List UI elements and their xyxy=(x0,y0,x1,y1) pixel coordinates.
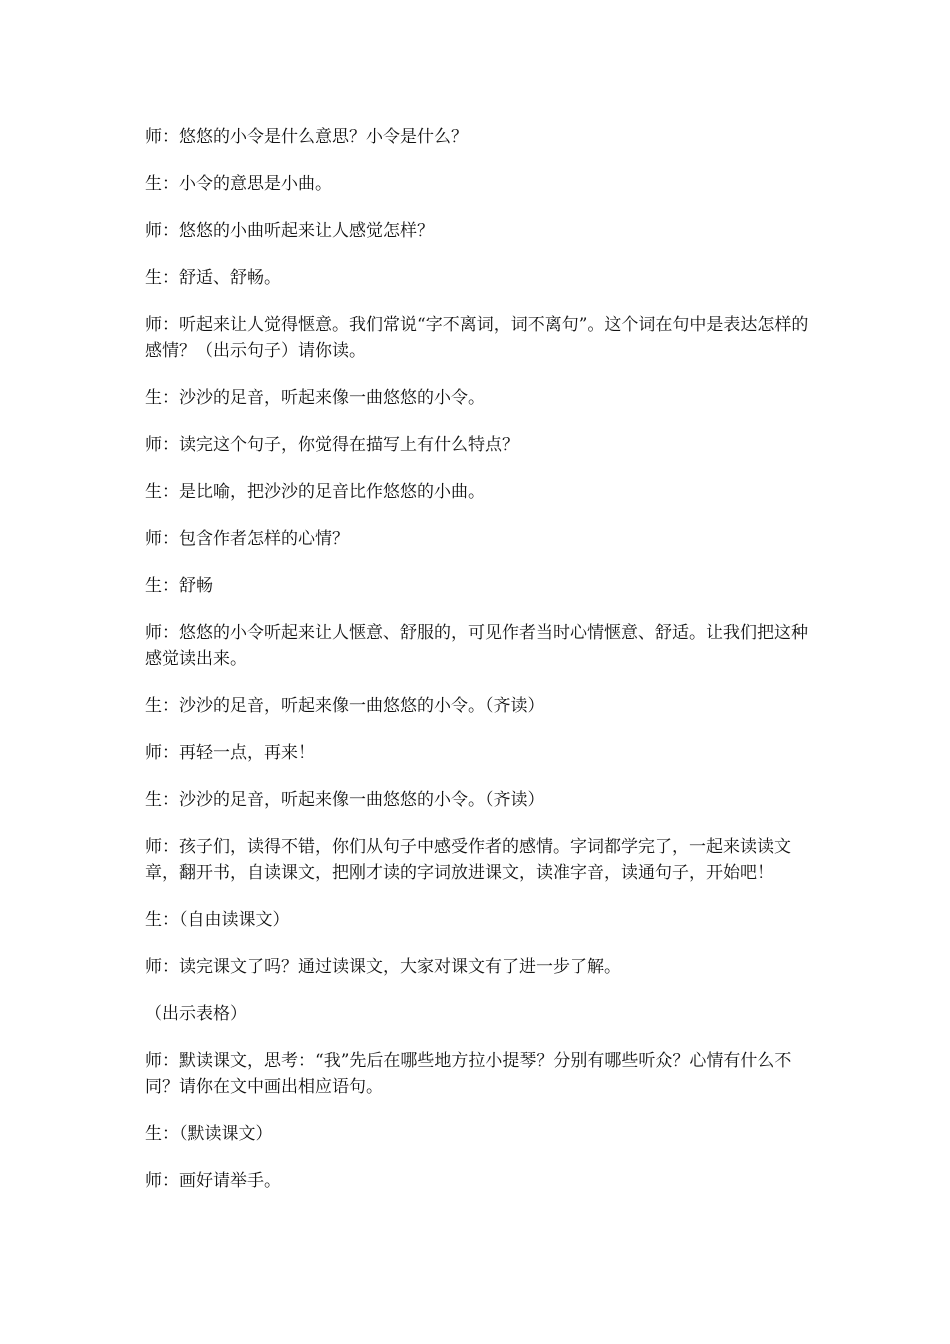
dialogue-line: 师：再轻一点，再来！ xyxy=(145,743,315,763)
dialogue-line: 生：小令的意思是小曲。 xyxy=(145,174,332,194)
dialogue-line: 师：读完课文了吗？通过读课文，大家对课文有了进一步了解。 xyxy=(145,957,621,977)
dialogue-line: 生：沙沙的足音，听起来像一曲悠悠的小令。（齐读） xyxy=(145,790,545,810)
dialogue-line: 生：（自由读课文） xyxy=(145,910,290,930)
dialogue-line: 师：悠悠的小曲听起来让人感觉怎样？ xyxy=(145,221,434,241)
dialogue-line: 生：舒畅 xyxy=(145,576,213,596)
dialogue-line: 师：悠悠的小令是什么意思？小令是什么？ xyxy=(145,127,468,147)
dialogue-line: 生：沙沙的足音，听起来像一曲悠悠的小令。（齐读） xyxy=(145,696,545,716)
dialogue-line: 师：悠悠的小令听起来让人惬意、舒服的，可见作者当时心情惬意、舒适。让我们把这种感觉读出来。 xyxy=(145,623,808,669)
dialogue-line: 师：默读课文，思考：“我”先后在哪些地方拉小提琴？分别有哪些听众？心情有什么不同？请你在文中画出相应语句。 xyxy=(145,1051,792,1097)
dialogue-line: 师：听起来让人觉得惬意。我们常说“字不离词，词不离句”。这个词在句中是表达怎样的感情？（出示句子）请你读。 xyxy=(145,315,809,361)
stage-direction: （出示表格） xyxy=(145,1004,247,1024)
dialogue-line: 师：包含作者怎样的心情？ xyxy=(145,529,349,549)
dialogue-line: 师：画好请举手。 xyxy=(145,1171,281,1191)
dialogue-line: 师：孩子们，读得不错，你们从句子中感受作者的感情。字词都学完了，一起来读读文章，翻开书，自读课文，把刚才读的字词放进课文，读准字音，读通句子，开始吧！ xyxy=(145,837,791,883)
dialogue-line: 生：沙沙的足音，听起来像一曲悠悠的小令。 xyxy=(145,388,485,408)
dialogue-line: 生：（默读课文） xyxy=(145,1124,273,1144)
document-body xyxy=(145,124,815,1215)
dialogue-line: 生：是比喻，把沙沙的足音比作悠悠的小曲。 xyxy=(145,482,485,502)
dialogue-line: 师：读完这个句子，你觉得在描写上有什么特点？ xyxy=(145,435,519,455)
dialogue-line: 生：舒适、舒畅。 xyxy=(145,268,281,288)
